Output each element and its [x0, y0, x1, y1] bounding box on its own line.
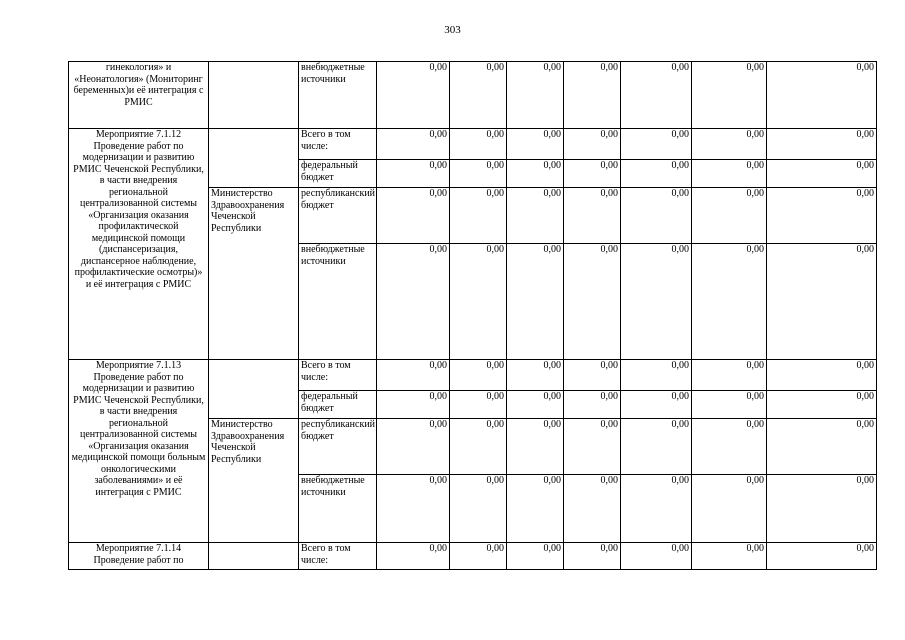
value-cell: 0,00: [767, 160, 877, 188]
funding-source-cell: федеральный бюджет: [299, 391, 377, 419]
value-cell: 0,00: [564, 543, 621, 570]
value-cell: 0,00: [450, 419, 507, 475]
value-cell: 0,00: [507, 391, 564, 419]
budget-table: [68, 61, 877, 570]
value-cell: 0,00: [621, 391, 692, 419]
value-cell: 0,00: [507, 543, 564, 570]
value-cell: 0,00: [621, 160, 692, 188]
value-cell: 0,00: [692, 475, 767, 543]
value-cell: 0,00: [564, 129, 621, 160]
value-cell: 0,00: [564, 391, 621, 419]
value-cell: 0,00: [692, 160, 767, 188]
value-cell: 0,00: [564, 475, 621, 543]
value-cell: 0,00: [377, 160, 450, 188]
value-cell: 0,00: [621, 543, 692, 570]
value-cell: 0,00: [692, 244, 767, 360]
funding-source-cell: республиканский бюджет: [299, 419, 377, 475]
value-cell: 0,00: [377, 129, 450, 160]
event-cell: Мероприятие 7.1.13 Проведение работ по модернизации и развитию РМИС Чеченской Республики, в части внедрения региональной централизованной системы «Организация оказания медицинской помощи больным онкологическими заболеваниями» и её интеграция с РМИС: [69, 360, 209, 543]
table-row: [69, 62, 877, 129]
value-cell: 0,00: [507, 129, 564, 160]
value-cell: 0,00: [767, 62, 877, 129]
value-cell: 0,00: [450, 475, 507, 543]
value-cell: 0,00: [692, 543, 767, 570]
value-cell: 0,00: [767, 360, 877, 391]
value-cell: 0,00: [450, 391, 507, 419]
value-cell: 0,00: [564, 244, 621, 360]
value-cell: 0,00: [507, 360, 564, 391]
value-cell: 0,00: [692, 419, 767, 475]
event-cell: Мероприятие 7.1.14 Проведение работ по: [69, 543, 209, 570]
funding-source-cell: федеральный бюджет: [299, 160, 377, 188]
table-row: [69, 360, 877, 391]
executor-cell: [209, 360, 299, 419]
value-cell: 0,00: [507, 188, 564, 244]
funding-source-cell: Всего в том числе:: [299, 129, 377, 160]
executor-cell: [209, 543, 299, 570]
value-cell: 0,00: [621, 62, 692, 129]
table-row: [69, 129, 877, 160]
value-cell: 0,00: [377, 543, 450, 570]
table-row: [69, 543, 877, 570]
value-cell: 0,00: [767, 129, 877, 160]
value-cell: 0,00: [450, 160, 507, 188]
value-cell: 0,00: [767, 188, 877, 244]
value-cell: 0,00: [450, 543, 507, 570]
funding-source-cell: Всего в том числе:: [299, 360, 377, 391]
value-cell: 0,00: [377, 62, 450, 129]
value-cell: 0,00: [377, 188, 450, 244]
funding-source-cell: республиканский бюджет: [299, 188, 377, 244]
value-cell: 0,00: [450, 188, 507, 244]
funding-source-cell: внебюджетные источники: [299, 244, 377, 360]
funding-source-cell: Всего в том числе:: [299, 543, 377, 570]
value-cell: 0,00: [621, 244, 692, 360]
value-cell: 0,00: [450, 244, 507, 360]
value-cell: 0,00: [564, 419, 621, 475]
value-cell: 0,00: [377, 244, 450, 360]
value-cell: 0,00: [564, 360, 621, 391]
event-cell: гинекология» и «Неонатология» (Мониторинг беременных)и её интеграция с РМИС: [69, 62, 209, 129]
value-cell: 0,00: [767, 543, 877, 570]
value-cell: 0,00: [377, 475, 450, 543]
value-cell: 0,00: [692, 129, 767, 160]
page-number: 303: [444, 24, 461, 36]
executor-cell: Министерство Здравоохранения Чеченской Республики: [209, 419, 299, 543]
value-cell: 0,00: [507, 62, 564, 129]
value-cell: 0,00: [621, 419, 692, 475]
value-cell: 0,00: [767, 475, 877, 543]
funding-source-cell: внебюджетные источники: [299, 62, 377, 129]
value-cell: 0,00: [507, 419, 564, 475]
value-cell: 0,00: [767, 391, 877, 419]
value-cell: 0,00: [450, 62, 507, 129]
event-cell: Мероприятие 7.1.12 Проведение работ по модернизации и развитию РМИС Чеченской Республики, в части внедрения региональной централизованной системы «Организация оказания профилактической медицинской помощи (диспансеризация, диспансерное наблюдение, профилактические осмотры)» и её интеграция с РМИС: [69, 129, 209, 360]
value-cell: 0,00: [692, 188, 767, 244]
budget-table-body: [69, 62, 877, 570]
value-cell: 0,00: [564, 62, 621, 129]
value-cell: 0,00: [507, 160, 564, 188]
executor-cell: [209, 62, 299, 129]
value-cell: 0,00: [450, 360, 507, 391]
value-cell: 0,00: [692, 391, 767, 419]
value-cell: 0,00: [692, 62, 767, 129]
value-cell: 0,00: [377, 391, 450, 419]
value-cell: 0,00: [564, 188, 621, 244]
value-cell: 0,00: [507, 475, 564, 543]
value-cell: 0,00: [767, 419, 877, 475]
value-cell: 0,00: [564, 160, 621, 188]
value-cell: 0,00: [377, 419, 450, 475]
value-cell: 0,00: [621, 188, 692, 244]
value-cell: 0,00: [692, 360, 767, 391]
value-cell: 0,00: [767, 244, 877, 360]
value-cell: 0,00: [450, 129, 507, 160]
value-cell: 0,00: [621, 129, 692, 160]
executor-cell: Министерство Здравоохранения Чеченской Республики: [209, 188, 299, 360]
value-cell: 0,00: [377, 360, 450, 391]
executor-cell: [209, 129, 299, 188]
funding-source-cell: внебюджетные источники: [299, 475, 377, 543]
value-cell: 0,00: [621, 360, 692, 391]
value-cell: 0,00: [507, 244, 564, 360]
value-cell: 0,00: [621, 475, 692, 543]
